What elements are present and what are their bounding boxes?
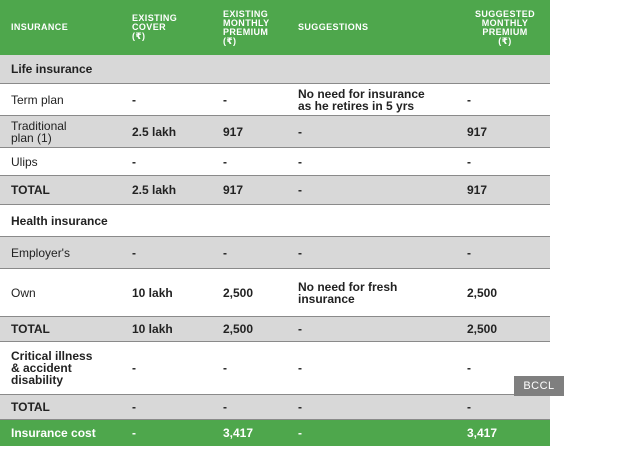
header-insurance: INSURANCE <box>11 22 69 32</box>
section-life-insurance <box>0 55 550 84</box>
existing-premium: - <box>223 361 227 375</box>
existing-cover: 10 lakh <box>132 322 173 336</box>
table-footer-insurance-cost <box>0 420 550 446</box>
table-row-total <box>0 395 550 420</box>
bccl-watermark: BCCL <box>514 376 564 396</box>
existing-cover: 10 lakh <box>132 285 173 300</box>
row-label: TOTAL <box>11 400 50 414</box>
suggested-premium: 917 <box>467 183 488 197</box>
suggestion: - <box>298 183 302 197</box>
existing-cover: - <box>132 361 136 375</box>
suggested-premium: 2,500 <box>467 285 498 300</box>
table-row-total <box>0 317 550 342</box>
suggestion: - <box>298 124 302 139</box>
suggested-premium: - <box>467 361 471 375</box>
header-suggested-premium: SUGGESTED MONTHLY PREMIUM (₹) <box>474 8 536 46</box>
existing-premium: 3,417 <box>223 426 254 440</box>
suggestion: - <box>298 154 302 169</box>
suggested-premium: - <box>467 92 471 107</box>
row-label: TOTAL <box>11 183 50 197</box>
header-suggestions: SUGGESTIONS <box>298 22 369 32</box>
row-label: Traditional plan (1) <box>11 118 67 145</box>
suggested-premium: 917 <box>467 124 488 139</box>
existing-premium: 917 <box>223 183 244 197</box>
row-label: Ulips <box>11 154 38 169</box>
suggested-premium: - <box>467 154 471 169</box>
existing-premium: 2,500 <box>223 285 254 300</box>
table-row <box>0 84 550 116</box>
suggested-premium: - <box>467 245 471 260</box>
existing-premium: 917 <box>223 124 244 139</box>
existing-cover: 2.5 lakh <box>132 183 177 197</box>
suggested-premium: - <box>467 400 471 414</box>
existing-cover: - <box>132 245 136 260</box>
existing-premium: 2,500 <box>223 322 254 336</box>
existing-cover: - <box>132 426 136 440</box>
row-label: TOTAL <box>11 322 50 336</box>
existing-cover: 2.5 lakh <box>132 124 177 139</box>
suggested-premium: 2,500 <box>467 322 498 336</box>
suggestion: - <box>298 426 302 440</box>
suggested-premium: 3,417 <box>467 426 498 440</box>
table-row <box>0 237 550 269</box>
existing-cover: - <box>132 92 136 107</box>
header-existing-premium: EXISTING MONTHLY PREMIUM (₹) <box>223 8 270 46</box>
existing-premium: - <box>223 245 227 260</box>
suggestion: - <box>298 400 302 414</box>
existing-premium: - <box>223 154 227 169</box>
section-title: Health insurance <box>11 213 108 228</box>
table-row <box>0 342 550 395</box>
suggestion: No need for insurance as he retires in 5 yrs <box>298 86 425 113</box>
suggestion: - <box>298 322 302 336</box>
section-health-insurance <box>0 205 550 237</box>
table-row <box>0 116 550 148</box>
existing-premium: - <box>223 400 227 414</box>
table-row-total <box>0 176 550 205</box>
section-title: Life insurance <box>11 62 93 76</box>
row-label: Own <box>11 285 36 300</box>
row-label: Insurance cost <box>11 426 96 440</box>
table-row <box>0 148 550 176</box>
table-row <box>0 269 550 317</box>
table-header <box>0 0 550 55</box>
row-label: Term plan <box>11 92 64 107</box>
suggestion: - <box>298 361 302 375</box>
row-label: Critical illness & accident disability <box>11 349 93 387</box>
suggestion: No need for fresh insurance <box>298 279 398 306</box>
existing-cover: - <box>132 154 136 169</box>
existing-premium: - <box>223 92 227 107</box>
header-existing-cover: EXISTING COVER (₹) <box>132 13 178 41</box>
row-label: Employer's <box>11 245 70 260</box>
suggestion: - <box>298 245 302 260</box>
existing-cover: - <box>132 400 136 414</box>
